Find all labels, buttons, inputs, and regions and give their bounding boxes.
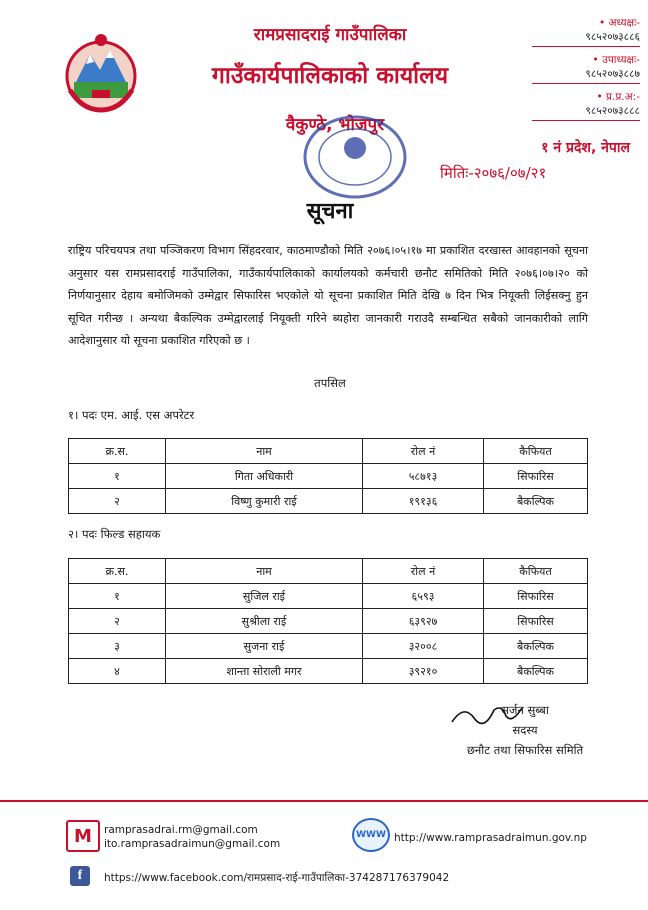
office-name: गाउँकार्यपालिकाको कार्यालय [211, 63, 449, 89]
table-header-row [69, 559, 588, 584]
email-link-primary[interactable]: ramprasadrai.rm@gmail.com [104, 824, 258, 836]
cell-remark: बैकल्पिक [484, 634, 588, 659]
cell-remark: सिफारिस [484, 609, 588, 634]
globe-icon [352, 818, 390, 852]
cell-serial: ३ [69, 634, 166, 659]
signatory-name: सर्जन सुब्बा [501, 703, 549, 717]
contact-label: • उपाध्यक्षः- [592, 54, 640, 66]
cell-remark: बैकल्पिक [484, 659, 588, 684]
municipality-name: रामप्रसादराई गाउँपालिका [253, 25, 407, 45]
cell-roll: ३९२१० [363, 659, 484, 684]
mail-icon [66, 820, 100, 852]
contact-number: ९८५२०७३८८६ [532, 30, 640, 47]
cell-serial: २ [69, 609, 166, 634]
office-address: वैकुण्ठे, भोजपुर [285, 115, 385, 135]
table-row [69, 609, 588, 634]
column-header: क्र.स. [69, 559, 166, 584]
contact-number: ९८५२०७३८८७ [532, 67, 640, 84]
table-row [69, 659, 588, 684]
cell-roll: ६३९२७ [363, 609, 484, 634]
cell-serial: ४ [69, 659, 166, 684]
signature-block [440, 700, 610, 760]
notice-body: राष्ट्रिय परिचयपत्र तथा पञ्जिकरण विभाग सिंहदरवार, काठमाण्डौको मिति २०७६।०५।१७ मा प्रकाशित दरखास्त आवहानको सूचना अनुसार यस रामप्रसादराई गाउँपालिका, गाउँकार्यपालिकाको कार्यालयको कर्मचारी छनौट समितिको मिति २०७६।०७।२० को निर्णयानुसार देहाय बमोजिमको उम्मेद्वार सिफारिस भएकोले यो सूचना प्रकाशित मिति देखि ७ दिन भित्र नियूक्ती लिईसक्नु हुन सूचित गरीन्छ । अन्यथा बैकल्पिक उम्मेद्वारलाई नियूक्ती गरिने ब्यहोरा जानकारी गराउदै सम्बन्धित सबैको जानकारीको लागि आदेशानुसार यो सूचना प्रकाशित गरिएको छ । [68, 244, 588, 347]
signatory-role: सदस्य [512, 723, 538, 737]
candidate-table [68, 558, 588, 684]
column-header: नाम [166, 559, 363, 584]
cell-remark: सिफारिस [484, 584, 588, 609]
cell-name: गिता अधिकारी [166, 464, 363, 489]
contact-label: • अध्यक्षः- [598, 17, 640, 29]
facebook-icon: f [70, 866, 90, 886]
cell-roll: ३२००८ [363, 634, 484, 659]
column-header: रोल नं [363, 439, 484, 464]
contact-number: ९८५२०७३८८८ [532, 104, 640, 121]
column-header: कैफियत [484, 439, 588, 464]
column-header: नाम [166, 439, 363, 464]
cell-name: सुजिल राई [166, 584, 363, 609]
committee-name: छनौट तथा सिफारिस समिति [466, 743, 584, 757]
column-header: कैफियत [484, 559, 588, 584]
details-heading: तपसिल [314, 376, 346, 390]
contact-list [532, 16, 640, 127]
cell-name: शान्ता सोराली मगर [166, 659, 363, 684]
emblem-logo [62, 30, 140, 114]
cell-remark: सिफारिस [484, 464, 588, 489]
column-header: रोल नं [363, 559, 484, 584]
candidate-table [68, 438, 588, 514]
notice-date: मितिः-२०७६/०७/२१ [440, 164, 547, 182]
cell-roll: ५८७१३ [363, 464, 484, 489]
website-link[interactable]: http://www.ramprasadraimun.gov.np [394, 832, 587, 844]
cell-serial: २ [69, 489, 166, 514]
cell-name: सुश्रीला राई [166, 609, 363, 634]
footer-divider [0, 800, 648, 802]
cell-roll: ६५९३ [363, 584, 484, 609]
province: १ नं प्रदेश, नेपाल [541, 140, 630, 156]
facebook-link[interactable]: https://www.facebook.com/रामप्रसाद-राई-गाउँपालिका-374287176379042 [104, 872, 450, 884]
mail-icon-letter: M [74, 825, 92, 847]
email-link-secondary[interactable]: ito.ramprasadraimun@gmail.com [104, 838, 281, 850]
section-heading: १। पदः एम. आई. एस अपरेटर [68, 408, 195, 422]
table-row [69, 634, 588, 659]
notice-title: सूचना [306, 199, 354, 224]
cell-serial: १ [69, 464, 166, 489]
contact-label: • प्र.प्र.अ:- [596, 91, 640, 103]
cell-remark: बैकल्पिक [484, 489, 588, 514]
official-seal [300, 112, 410, 202]
table-row [69, 584, 588, 609]
cell-roll: १९१३६ [363, 489, 484, 514]
table-row [69, 464, 588, 489]
column-header: क्र.स. [69, 439, 166, 464]
cell-serial: १ [69, 584, 166, 609]
table-header-row [69, 439, 588, 464]
cell-name: सुजना राई [166, 634, 363, 659]
cell-name: विष्णु कुमारी राई [166, 489, 363, 514]
section-heading: २। पदः फिल्ड सहायक [68, 527, 161, 541]
table-row [69, 489, 588, 514]
globe-icon-text: WWW [356, 830, 386, 840]
